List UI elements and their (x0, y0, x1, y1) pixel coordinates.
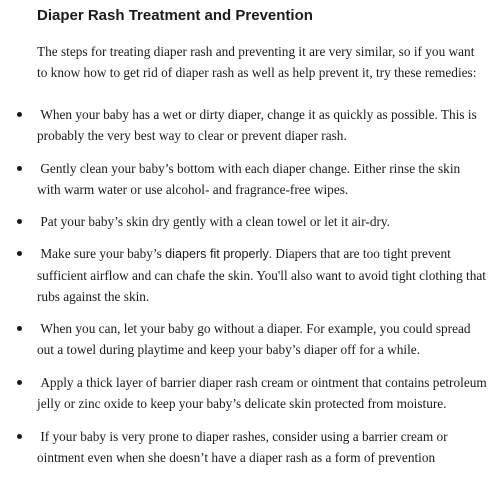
bullet-dot-icon (17, 434, 22, 439)
bullet-dot-icon (17, 166, 22, 171)
bullet-dot-icon (17, 112, 22, 117)
diapers-fit-properly-link[interactable]: diapers fit properly (165, 247, 269, 261)
list-item-text: Pat your baby’s skin dry gently with a clean towel or let it air-dry. (37, 214, 391, 229)
article-title: Diaper Rash Treatment and Prevention (37, 7, 313, 24)
list-item-text: When you can, let your baby go without a diaper. For example, you could spread out a towel during playtime and keep your baby’s diaper off for a while. (37, 321, 474, 357)
bullet-dot-icon (17, 380, 22, 385)
bullet-dot-icon (17, 326, 22, 331)
bullet-dot-icon (17, 251, 22, 256)
list-item-text-before: Make sure your baby’s (37, 246, 166, 261)
bullet-dot-icon (17, 219, 22, 224)
list-item-text-after: . Diapers that are too tight prevent sufficient airflow and can chafe the skin. You'll also want to avoid tight clothing that rubs against the skin. (37, 246, 490, 304)
list-item-text: Gently clean your baby’s bottom with each diaper change. Either rinse the skin with warm water or use alcohol- and fragrance-free wipes. (37, 161, 464, 197)
list-item-text (37, 243, 490, 307)
list-item-text: Apply a thick layer of barrier diaper rash cream or ointment that contains petroleum jelly or zinc oxide to keep your baby’s delicate skin protected from moisture. (37, 375, 491, 411)
list-item-text: When your baby has a wet or dirty diaper, change it as quickly as possible. This is probably the very best way to clear or prevent diaper rash. (37, 107, 481, 143)
article-intro: The steps for treating diaper rash and preventing it are very similar, so if you want to know how to get rid of diaper rash as well as help prevent it, try these remedies: (37, 44, 477, 80)
list-item-text: If your baby is very prone to diaper rashes, consider using a barrier cream or ointment even when she doesn’t have a diaper rash as a form of prevention (37, 429, 451, 465)
